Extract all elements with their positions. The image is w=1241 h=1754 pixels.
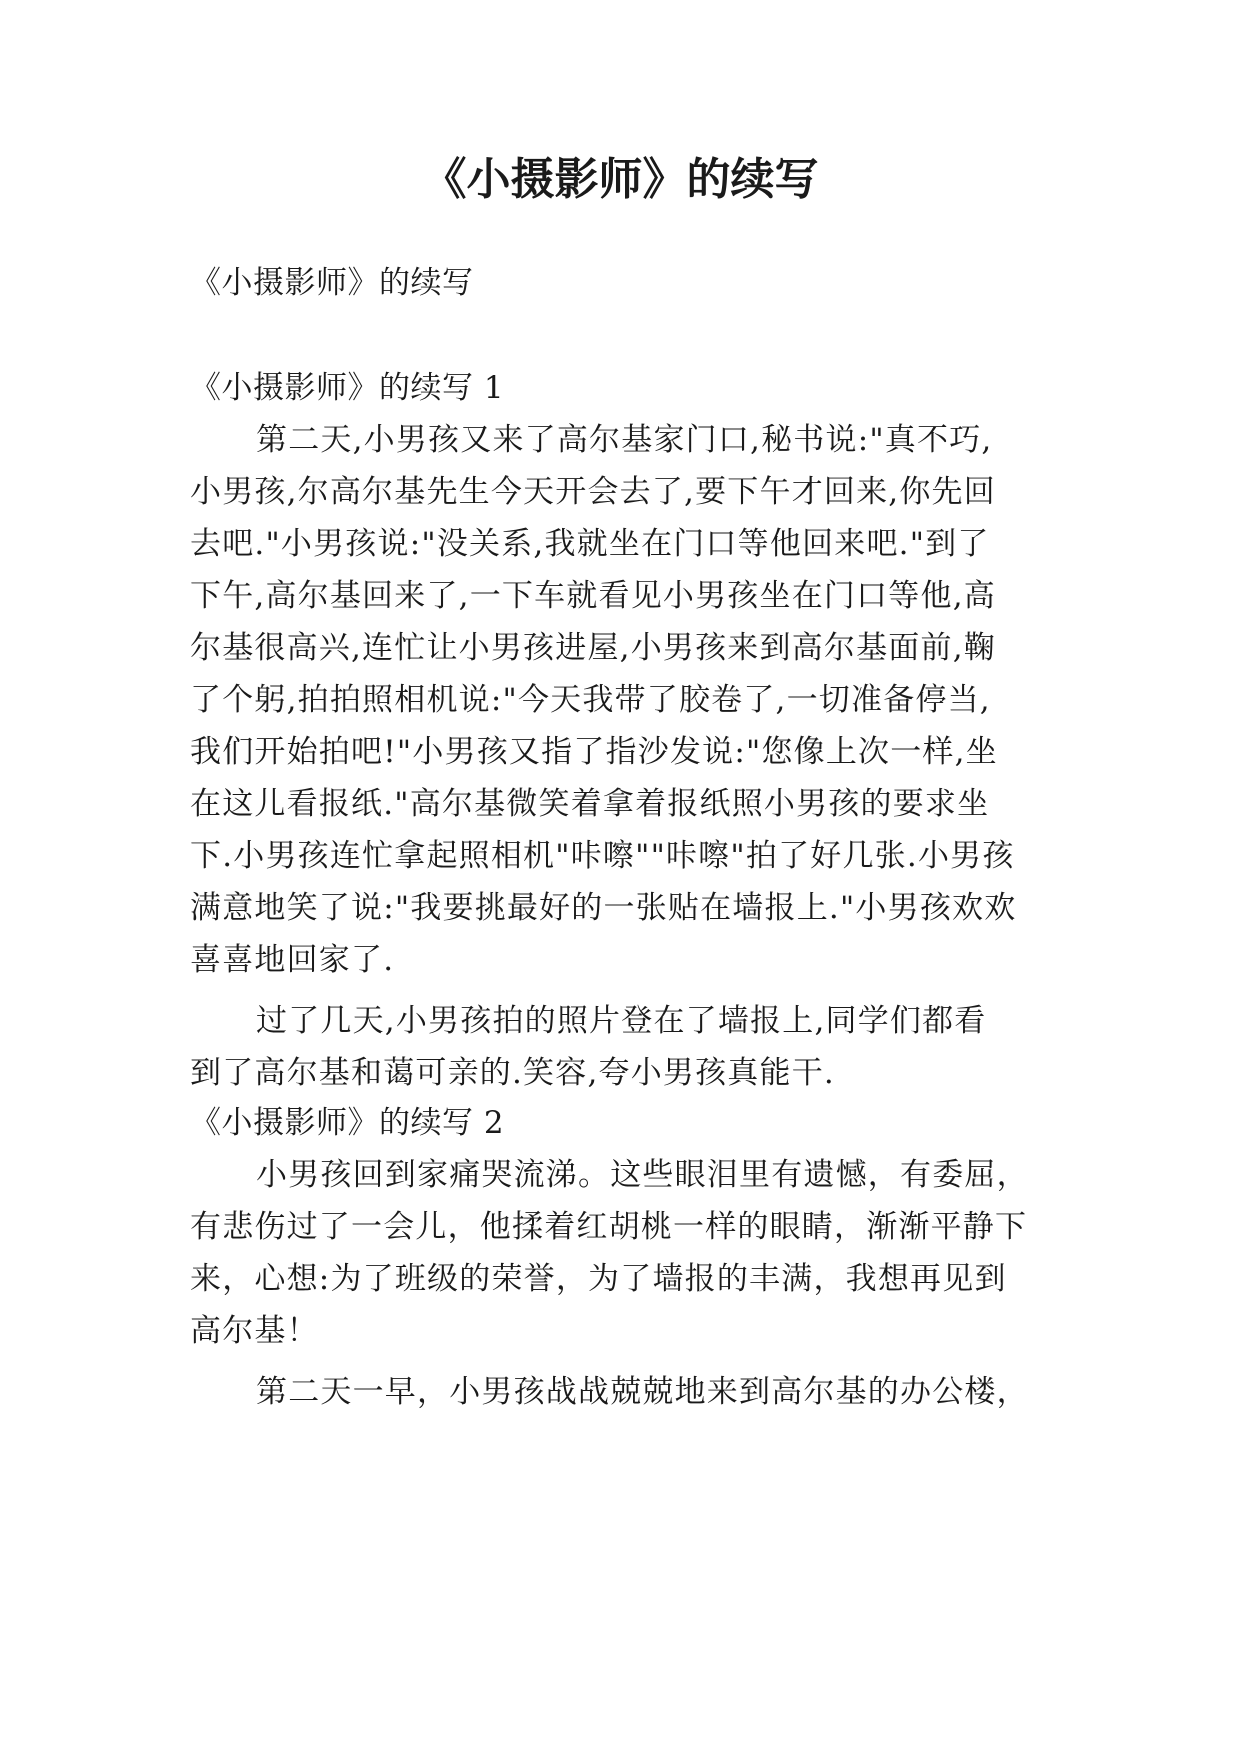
paragraph-line: 在这儿看报纸."高尔基微笑着拿着报纸照小男孩的要求坐 bbox=[190, 786, 990, 822]
paragraph-line: 去吧."小男孩说:"没关系,我就坐在门口等他回来吧."到了 bbox=[190, 526, 990, 562]
section-2-heading: 《小摄影师》的续写 2 bbox=[190, 1105, 505, 1141]
paragraph-line: 第二天,小男孩又来了高尔基家门口,秘书说:"真不巧, bbox=[256, 422, 993, 458]
paragraph-line: 小男孩,尔高尔基先生今天开会去了,要下午才回来,你先回 bbox=[190, 474, 996, 510]
paragraph-line: 高尔基！ bbox=[190, 1313, 319, 1349]
paragraph-line: 下.小男孩连忙拿起照相机"咔嚓""咔嚓"拍了好几张.小男孩 bbox=[190, 838, 1015, 874]
paragraph-line: 了个躬,拍拍照相机说:"今天我带了胶卷了,一切准备停当, bbox=[190, 682, 991, 718]
paragraph-line: 下午,高尔基回来了,一下车就看见小男孩坐在门口等他,高 bbox=[190, 578, 996, 614]
document-subtitle: 《小摄影师》的续写 bbox=[190, 265, 474, 301]
paragraph-line: 小男孩回到家痛哭流涕。这些眼泪里有遗憾，有委屈， bbox=[256, 1157, 1029, 1193]
paragraph-line: 第二天一早，小男孩战战兢兢地来到高尔基的办公楼， bbox=[256, 1374, 1029, 1410]
paragraph-line: 尔基很高兴,连忙让小男孩进屋,小男孩来到高尔基面前,鞠 bbox=[190, 630, 996, 666]
paragraph-line: 过了几天,小男孩拍的照片登在了墙报上,同学们都看 bbox=[256, 1003, 987, 1039]
paragraph-line: 我们开始拍吧!"小男孩又指了指沙发说:"您像上次一样,坐 bbox=[190, 734, 998, 770]
document-title: 《小摄影师》的续写 bbox=[422, 154, 819, 205]
paragraph-line: 有悲伤过了一会儿，他揉着红胡桃一样的眼睛，渐渐平静下 bbox=[190, 1209, 1028, 1245]
paragraph-line: 满意地笑了说:"我要挑最好的一张贴在墙报上."小男孩欢欢 bbox=[190, 890, 1017, 926]
paragraph-line: 来，心想:为了班级的荣誉，为了墙报的丰满，我想再见到 bbox=[190, 1261, 1007, 1297]
paragraph-line: 喜喜地回家了. bbox=[190, 942, 395, 978]
section-1-heading: 《小摄影师》的续写 1 bbox=[190, 370, 505, 406]
paragraph-line: 到了高尔基和蔼可亲的.笑容,夸小男孩真能干. bbox=[190, 1055, 835, 1091]
